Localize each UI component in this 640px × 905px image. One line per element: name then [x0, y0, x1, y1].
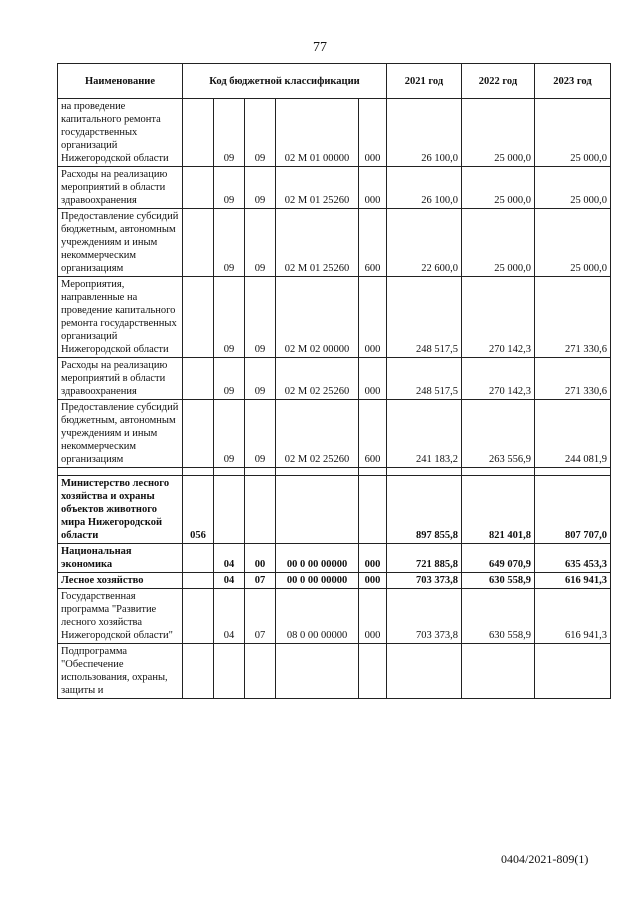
value-2022: 270 142,3 — [462, 358, 535, 400]
agency-code — [183, 277, 214, 358]
type-code: 000 — [359, 167, 387, 209]
value-2022: 25 000,0 — [462, 167, 535, 209]
value-2023 — [535, 644, 611, 699]
header-2021: 2021 год — [387, 64, 462, 99]
agency-code — [183, 644, 214, 699]
type-code: 000 — [359, 99, 387, 167]
subsection-code — [245, 644, 276, 699]
value-2023: 807 707,0 — [535, 476, 611, 544]
target-code: 02 М 02 25260 — [276, 400, 359, 468]
value-2023: 244 081,9 — [535, 400, 611, 468]
subsection-code: 07 — [245, 589, 276, 644]
value-2021: 26 100,0 — [387, 99, 462, 167]
value-2023: 25 000,0 — [535, 167, 611, 209]
subsection-code: 09 — [245, 277, 276, 358]
type-code — [359, 476, 387, 544]
agency-code: 056 — [183, 476, 214, 544]
spacer-cell — [387, 468, 462, 476]
table-row — [58, 476, 611, 544]
value-2023: 25 000,0 — [535, 209, 611, 277]
section-code — [214, 476, 245, 544]
value-2021: 248 517,5 — [387, 277, 462, 358]
agency-code — [183, 589, 214, 644]
agency-code — [183, 209, 214, 277]
spacer-cell — [359, 468, 387, 476]
row-name: Государственная программа "Развитие лесного хозяйства Нижегородской области" — [58, 589, 183, 644]
type-code: 600 — [359, 209, 387, 277]
subsection-code — [245, 476, 276, 544]
target-code: 02 М 02 00000 — [276, 277, 359, 358]
table-row — [58, 573, 611, 589]
spacer-cell — [535, 468, 611, 476]
subsection-code: 09 — [245, 400, 276, 468]
value-2021: 721 885,8 — [387, 544, 462, 573]
spacer-cell — [58, 468, 183, 476]
document-code: 0404/2021-809(1) — [501, 852, 589, 866]
table-spacer-row — [58, 468, 611, 476]
table-row — [58, 167, 611, 209]
target-code: 00 0 00 00000 — [276, 573, 359, 589]
section-code — [214, 644, 245, 699]
target-code: 02 М 01 00000 — [276, 99, 359, 167]
value-2023: 25 000,0 — [535, 99, 611, 167]
header-code: Код бюджетной классификации — [183, 64, 387, 99]
row-name: Национальная экономика — [58, 544, 183, 573]
type-code: 600 — [359, 400, 387, 468]
value-2022: 630 558,9 — [462, 589, 535, 644]
value-2021 — [387, 644, 462, 699]
section-code: 09 — [214, 99, 245, 167]
spacer-cell — [245, 468, 276, 476]
table-row — [58, 589, 611, 644]
table-row — [58, 644, 611, 699]
subsection-code: 09 — [245, 167, 276, 209]
target-code — [276, 644, 359, 699]
table-row — [58, 99, 611, 167]
type-code — [359, 644, 387, 699]
value-2021: 897 855,8 — [387, 476, 462, 544]
section-code: 09 — [214, 358, 245, 400]
value-2023: 271 330,6 — [535, 277, 611, 358]
value-2021: 248 517,5 — [387, 358, 462, 400]
value-2022: 25 000,0 — [462, 209, 535, 277]
target-code: 08 0 00 00000 — [276, 589, 359, 644]
value-2022: 270 142,3 — [462, 277, 535, 358]
table-row — [58, 209, 611, 277]
spacer-cell — [276, 468, 359, 476]
header-2023: 2023 год — [535, 64, 611, 99]
value-2021: 703 373,8 — [387, 573, 462, 589]
table-row — [58, 277, 611, 358]
value-2022 — [462, 644, 535, 699]
value-2022: 630 558,9 — [462, 573, 535, 589]
row-name: Расходы на реализацию мероприятий в области здравоохранения — [58, 358, 183, 400]
row-name: Министерство лесного хозяйства и охраны объектов животного мира Нижегородской области — [58, 476, 183, 544]
value-2021: 703 373,8 — [387, 589, 462, 644]
row-name: Предоставление субсидий бюджетным, автономным учреждениям и иным некоммерческим организациям — [58, 400, 183, 468]
agency-code — [183, 99, 214, 167]
budget-table — [57, 63, 611, 699]
subsection-code: 09 — [245, 99, 276, 167]
section-code: 09 — [214, 167, 245, 209]
section-code: 09 — [214, 400, 245, 468]
table-row — [58, 358, 611, 400]
agency-code — [183, 167, 214, 209]
value-2021: 26 100,0 — [387, 167, 462, 209]
target-code: 02 М 01 25260 — [276, 209, 359, 277]
value-2021: 22 600,0 — [387, 209, 462, 277]
row-name: Лесное хозяйство — [58, 573, 183, 589]
section-code: 04 — [214, 573, 245, 589]
value-2023: 616 941,3 — [535, 589, 611, 644]
subsection-code: 00 — [245, 544, 276, 573]
target-code: 02 М 02 25260 — [276, 358, 359, 400]
target-code — [276, 476, 359, 544]
table-row — [58, 400, 611, 468]
type-code: 000 — [359, 358, 387, 400]
row-name: Предоставление субсидий бюджетным, автономным учреждениям и иным некоммерческим организациям — [58, 209, 183, 277]
row-name: на проведение капитального ремонта государственных организаций Нижегородской области — [58, 99, 183, 167]
page-number: 77 — [313, 40, 327, 55]
type-code: 000 — [359, 544, 387, 573]
spacer-cell — [462, 468, 535, 476]
type-code: 000 — [359, 589, 387, 644]
value-2023: 635 453,3 — [535, 544, 611, 573]
spacer-cell — [183, 468, 214, 476]
spacer-cell — [214, 468, 245, 476]
row-name: Расходы на реализацию мероприятий в области здравоохранения — [58, 167, 183, 209]
value-2022: 649 070,9 — [462, 544, 535, 573]
subsection-code: 09 — [245, 358, 276, 400]
type-code: 000 — [359, 573, 387, 589]
table-header-row — [58, 64, 611, 99]
section-code: 04 — [214, 544, 245, 573]
value-2021: 241 183,2 — [387, 400, 462, 468]
target-code: 02 М 01 25260 — [276, 167, 359, 209]
subsection-code: 07 — [245, 573, 276, 589]
value-2022: 263 556,9 — [462, 400, 535, 468]
agency-code — [183, 358, 214, 400]
header-name: Наименование — [58, 64, 183, 99]
value-2023: 616 941,3 — [535, 573, 611, 589]
subsection-code: 09 — [245, 209, 276, 277]
agency-code — [183, 400, 214, 468]
value-2023: 271 330,6 — [535, 358, 611, 400]
header-2022: 2022 год — [462, 64, 535, 99]
section-code: 04 — [214, 589, 245, 644]
row-name: Мероприятия, направленные на проведение капитального ремонта государственных организаций Нижегородской области — [58, 277, 183, 358]
section-code: 09 — [214, 277, 245, 358]
agency-code — [183, 544, 214, 573]
row-name: Подпрограмма "Обеспечение использования, охраны, защиты и — [58, 644, 183, 699]
section-code: 09 — [214, 209, 245, 277]
value-2022: 821 401,8 — [462, 476, 535, 544]
type-code: 000 — [359, 277, 387, 358]
target-code: 00 0 00 00000 — [276, 544, 359, 573]
agency-code — [183, 573, 214, 589]
value-2022: 25 000,0 — [462, 99, 535, 167]
table-row — [58, 544, 611, 573]
